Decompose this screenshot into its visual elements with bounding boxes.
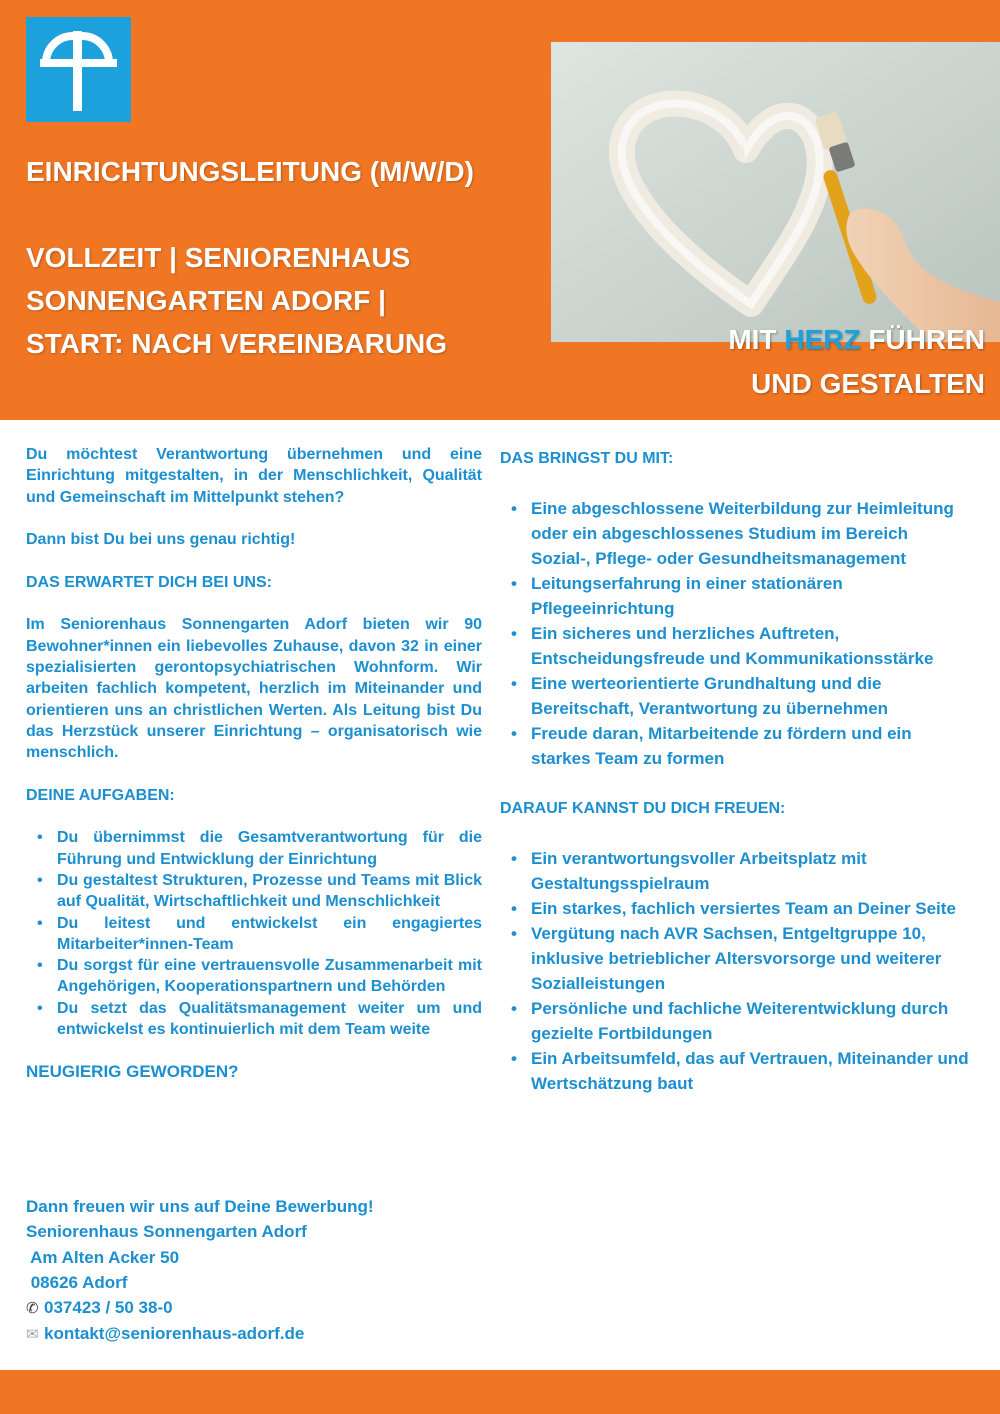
list-item: • Du sorgst für eine vertrauensvolle Zusammenarbeit mit Angehörigen, Kooperationspartnern und Behörden (26, 955, 482, 998)
list-item: • Ein verantwortungsvoller Arbeitsplatz mit Gestaltungsspielraum (500, 846, 970, 896)
contact-email-row[interactable] (26, 1321, 374, 1347)
contact-street: Am Alten Acker 50 (26, 1247, 180, 1267)
list-item: • Ein sicheres und herzliches Auftreten, Entscheidungsfreude und Kommunikationsstärke (500, 621, 970, 671)
contact-block (26, 1194, 374, 1348)
list-item: • Leitungserfahrung in einer stationären Pflegeeinrichtung (500, 571, 970, 621)
job-subtitle-line: VOLLZEIT | SENIORENHAUS (26, 242, 411, 273)
list-item: • Eine abgeschlossene Weiterbildung zur Heimleitung oder ein abgeschlossenes Studium im Bereich Sozial-, Pflege- oder Gesundheitsmanagement (500, 496, 970, 571)
job-subtitle-line: SONNENGARTEN ADORF | (26, 285, 386, 316)
contact-phone-row[interactable] (26, 1295, 374, 1321)
list-item: • Vergütung nach AVR Sachsen, Entgeltgruppe 10, inklusive betrieblicher Altersvorsorge und weiterer Sozialleistungen (500, 921, 970, 996)
contact-organization: Seniorenhaus Sonnengarten Adorf (26, 1222, 307, 1242)
slogan-line-2: UND GESTALTEN (751, 368, 985, 399)
expect-paragraph: Im Seniorenhaus Sonnengarten Adorf bieten wir 90 Bewohner*innen ein liebevolles Zuhause, davon 32 in einer spezialisierten gerontopsychiatrischen Wohnform. Wir arbeiten fachlich kompetent, herzlich im Miteinander und orientieren uns an christlichen Werten. Als Leitung bist Du das Herzstück unserer Einrichtung – organisatorisch wie menschlich. (26, 616, 482, 762)
phone-icon: ✆ (26, 1300, 39, 1318)
contact-phone[interactable]: 037423 / 50 38-0 (44, 1298, 173, 1318)
list-item: • Eine werteorientierte Grundhaltung und die Bereitschaft, Verantwortung zu übernehmen (500, 671, 970, 721)
footer-bar (0, 1370, 1000, 1414)
contact-city: 08626 Adorf (26, 1272, 128, 1292)
slogan (728, 318, 985, 406)
slogan-line-1 (728, 318, 985, 362)
list-item: • Du übernimmst die Gesamtverantwortung für die Führung und Entwicklung der Einrichtung (26, 827, 482, 870)
list-item: • Du leitest und entwickelst ein engagiertes Mitarbeiter*innen-Team (26, 913, 482, 956)
intro-paragraph-2: Dann bist Du bei uns genau richtig! (26, 531, 296, 549)
list-item: • Freude daran, Mitarbeitende zu fördern und ein starkes Team zu formen (500, 721, 970, 771)
contact-email[interactable]: kontakt@seniorenhaus-adorf.de (44, 1324, 305, 1344)
job-subtitle-line: START: NACH VEREINBARUNG (26, 328, 448, 359)
list-item: • Du gestaltest Strukturen, Prozesse und Teams mit Blick auf Qualität, Wirtschaftlichkeit und Menschlichkeit (26, 870, 482, 913)
slogan-post: FÜHREN (860, 324, 985, 355)
curious-heading: NEUGIERIG GEWORDEN? (26, 1062, 239, 1082)
intro-paragraph: Du möchtest Verantwortung übernehmen und eine Einrichtung mitgestalten, in der Menschlichkeit, Qualität und Gemeinschaft im Mittelpunkt stehen? (26, 446, 482, 506)
slogan-highlight: HERZ (784, 324, 861, 355)
bring-heading: DAS BRINGST DU MIT: (500, 450, 674, 467)
header-banner (0, 0, 1000, 420)
benefits-heading: DARAUF KANNST DU DICH FREUEN: (500, 800, 786, 817)
list-item: • Du setzt das Qualitätsmanagement weiter um und entwickelst es kontinuierlich mit dem Team weite (26, 998, 482, 1041)
envelope-icon: ✉ (26, 1326, 39, 1344)
job-title: EINRICHTUNGSLEITUNG (M/W/D) (26, 156, 474, 187)
contact-cta: Dann freuen wir uns auf Deine Bewerbung! (26, 1197, 374, 1216)
requirements-list (500, 496, 970, 771)
tasks-heading: DEINE AUFGABEN: (26, 786, 175, 804)
tasks-list (26, 827, 482, 1040)
list-item: • Ein Arbeitsumfeld, das auf Vertrauen, Miteinander und Wertschätzung baut (500, 1046, 970, 1096)
painted-heart-photo-icon (551, 42, 1000, 342)
slogan-pre: MIT (728, 324, 785, 355)
diakonie-logo-icon (26, 17, 131, 122)
benefits-list (500, 846, 970, 1096)
job-title-block (26, 150, 546, 365)
list-item: • Persönliche und fachliche Weiterentwicklung durch gezielte Fortbildungen (500, 996, 970, 1046)
expect-heading: DAS ERWARTET DICH BEI UNS: (26, 573, 272, 591)
left-column (26, 444, 482, 1083)
list-item: • Ein starkes, fachlich versiertes Team an Deiner Seite (500, 896, 970, 921)
right-column (500, 446, 970, 1096)
